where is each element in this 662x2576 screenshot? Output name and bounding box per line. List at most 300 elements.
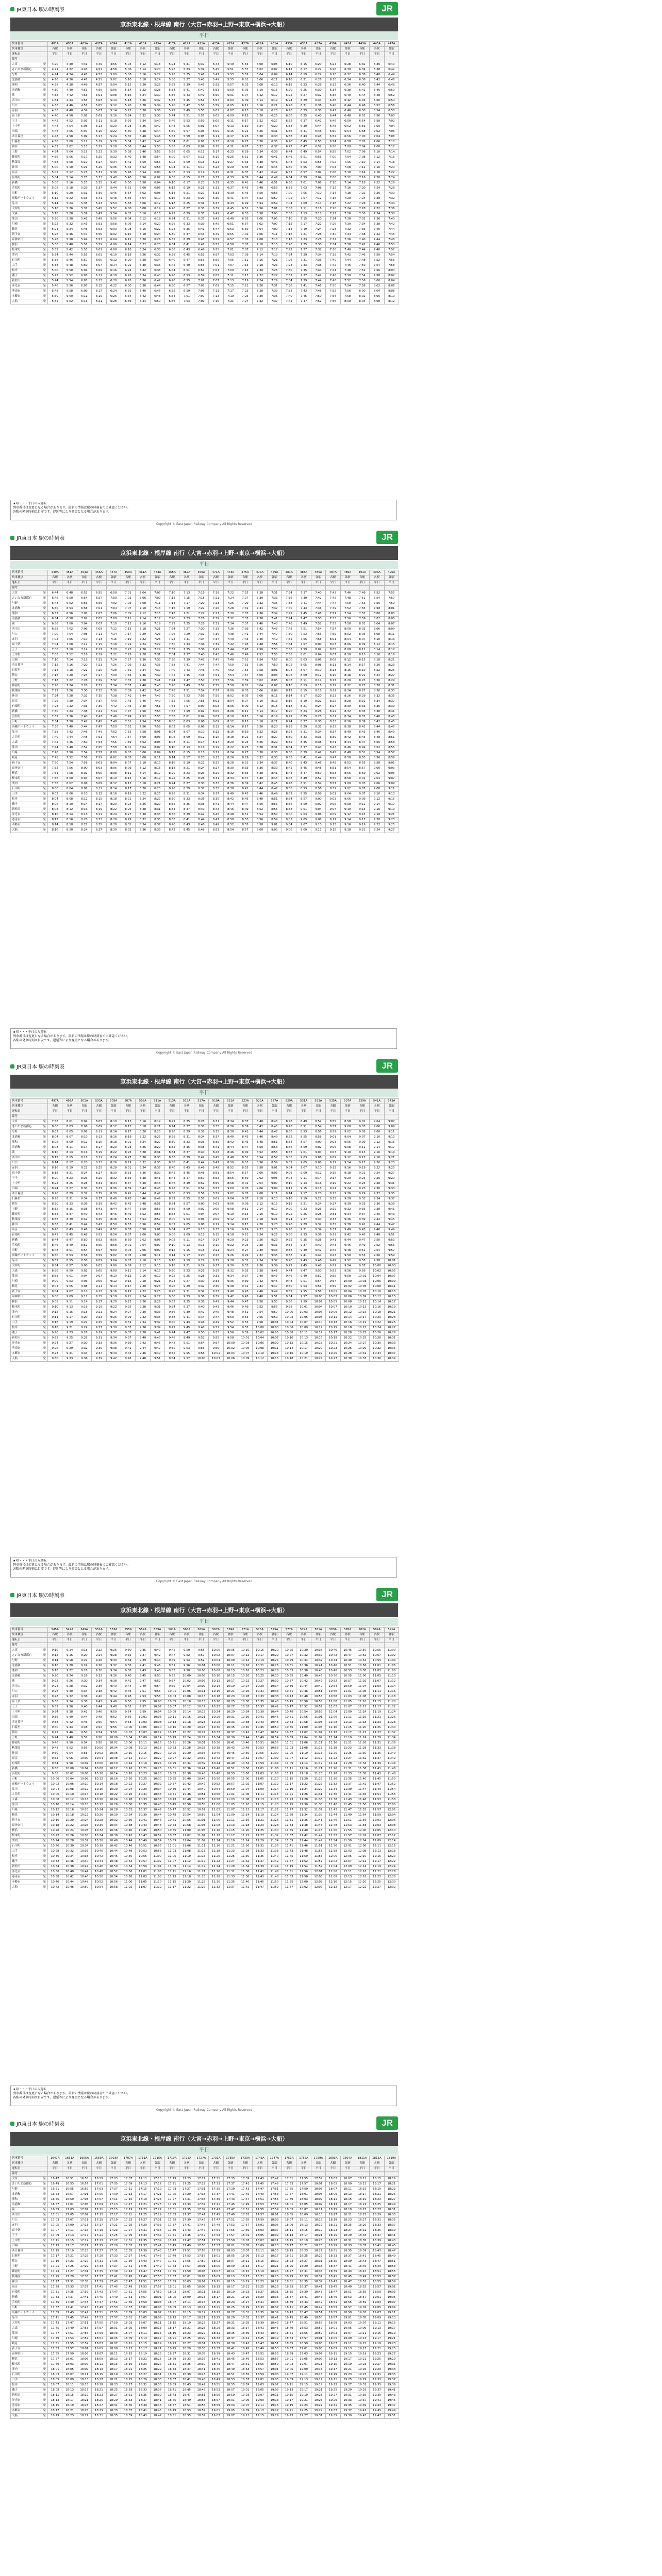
station-name[interactable]: 蕨 — [11, 1150, 41, 1156]
station-name[interactable]: 高輪ゲートウェイ — [11, 1253, 41, 1259]
station-name[interactable]: 蕨 — [11, 93, 41, 98]
time-cell: 6:40 — [355, 83, 369, 88]
train-type: 各駅 — [92, 1633, 106, 1638]
time-cell: 6:10 — [253, 88, 267, 93]
time-cell: 10:49 — [311, 1684, 325, 1689]
station-name[interactable]: 鶯谷 — [11, 1731, 41, 1736]
time-cell: 6:57 — [267, 196, 282, 201]
station-name[interactable]: さいたま新都心 — [11, 1653, 41, 1658]
station-name[interactable]: 上中里 — [11, 124, 41, 129]
time-cell: 7:00 — [311, 165, 325, 171]
station-name[interactable]: 東神奈川 — [11, 238, 41, 243]
time-cell: 6:35 — [223, 181, 238, 186]
station-name[interactable]: 関内 — [11, 782, 41, 787]
station-name[interactable]: 浜松町 — [11, 186, 41, 191]
time-cell: 8:24 — [106, 1156, 121, 1161]
station-name[interactable]: 大宮 — [11, 62, 41, 67]
station-name[interactable]: 大宮 — [11, 1648, 41, 1653]
station-name[interactable]: 赤羽 — [11, 109, 41, 114]
station-name[interactable]: 磯子 — [11, 802, 41, 807]
station-name[interactable]: 王子 — [11, 119, 41, 124]
time-cell: 8:39 — [150, 1171, 164, 1176]
time-cell: 5:52 — [165, 134, 179, 140]
station-name[interactable]: 蒲田 — [11, 1274, 41, 1279]
time-cell: 10:56 — [355, 1664, 369, 1669]
station-name[interactable]: 赤羽 — [11, 1694, 41, 1700]
brand[interactable] — [10, 1591, 64, 1599]
time-cell: 7:05 — [209, 274, 223, 279]
time-cell: 8:29 — [267, 740, 282, 745]
time-cell: 9:04 — [194, 1212, 208, 1217]
station-name[interactable]: 東京 — [11, 699, 41, 704]
time-cell: 9:00 — [311, 797, 325, 802]
time-cell: 5:50 — [62, 268, 77, 274]
station-name[interactable]: 西日暮里 — [11, 134, 41, 140]
time-cell: 7:31 — [267, 591, 282, 596]
station-name[interactable]: 南浦和 — [11, 1674, 41, 1679]
station-name[interactable]: 新杉田 — [11, 1336, 41, 1341]
time-cell: 7:22 — [106, 653, 121, 658]
brand[interactable] — [10, 534, 64, 541]
station-name[interactable]: 石川町 — [11, 787, 41, 792]
station-name[interactable]: 東京 — [11, 1756, 41, 1761]
train-type: 各駅 — [179, 47, 194, 52]
time-cell: 6:33 — [179, 222, 194, 227]
station-name[interactable]: 西川口 — [11, 1156, 41, 1161]
station-name[interactable]: 本郷台 — [11, 823, 41, 828]
station-name[interactable]: 西川口 — [11, 98, 41, 104]
station-name[interactable]: 与野 — [11, 601, 41, 606]
station-name[interactable]: 西川口 — [11, 1684, 41, 1689]
station-name[interactable]: 秋葉原 — [11, 689, 41, 694]
station-name[interactable]: 石川町 — [11, 1315, 41, 1320]
time-cell: 10:08 — [253, 1346, 267, 1351]
time-cell: 8:11 — [209, 725, 223, 730]
station-name[interactable]: 磯子 — [11, 1331, 41, 1336]
time-cell: 8:49 — [92, 1228, 106, 1233]
time-cell: 8:28 — [253, 745, 267, 751]
train-type: 各駅 — [282, 575, 296, 581]
time-cell: 6:43 — [209, 217, 223, 222]
station-name[interactable]: 与野 — [11, 73, 41, 78]
station-name[interactable]: 東十条 — [11, 642, 41, 648]
station-name[interactable]: 大船 — [11, 299, 41, 304]
time-cell: 7:02 — [326, 160, 340, 165]
time-cell: 9:07 — [267, 1181, 282, 1187]
time-cell: 9:10 — [340, 807, 355, 812]
time-cell: 8:20 — [106, 1145, 121, 1150]
time-cell: 5:38 — [150, 114, 164, 119]
station-name[interactable]: 大森 — [11, 740, 41, 745]
brand[interactable] — [10, 5, 64, 13]
station-name[interactable]: 本郷台 — [11, 1351, 41, 1357]
station-name[interactable]: 赤羽 — [11, 637, 41, 642]
time-cell: 6:39 — [267, 150, 282, 155]
time-cell: 7:33 — [121, 673, 135, 679]
station-name[interactable]: 神田 — [11, 694, 41, 699]
remarks-cell — [340, 1114, 355, 1120]
station-name[interactable]: 山手 — [11, 1320, 41, 1326]
station-name[interactable]: 洋光台 — [11, 812, 41, 818]
time-cell: 9:42 — [223, 1295, 238, 1300]
station-name[interactable]: 東京 — [11, 1228, 41, 1233]
time-cell: 11:01 — [370, 1664, 384, 1669]
station-name[interactable]: 御徒町 — [11, 155, 41, 160]
train-type: 各駅 — [121, 575, 135, 581]
station-name[interactable]: 西日暮里 — [11, 1192, 41, 1197]
station-name[interactable]: 大森 — [11, 212, 41, 217]
station-name[interactable]: 田端 — [11, 658, 41, 663]
station-name[interactable]: 高輪ゲートウェイ — [11, 196, 41, 201]
brand[interactable] — [10, 1062, 64, 1070]
station-name[interactable]: 田端 — [11, 129, 41, 134]
station-name[interactable]: 田端 — [11, 1187, 41, 1192]
station-name[interactable]: 横浜 — [11, 771, 41, 776]
station-name[interactable]: 川口 — [11, 632, 41, 637]
station-name[interactable]: 横浜 — [11, 1300, 41, 1305]
time-cell: 8:04 — [355, 299, 369, 304]
time-cell: 6:30 — [136, 263, 150, 268]
station-name[interactable]: 新橋 — [11, 1767, 41, 1772]
station-name[interactable]: 浜松町 — [11, 1772, 41, 1777]
station-name[interactable]: 大井町 — [11, 1264, 41, 1269]
time-cell: 7:54 — [136, 720, 150, 725]
station-name[interactable]: 有楽町 — [11, 1761, 41, 1767]
station-name[interactable]: 上野 — [11, 1207, 41, 1212]
time-cell: 8:38 — [370, 709, 384, 715]
station-name[interactable]: 鶯谷 — [11, 1202, 41, 1207]
time-cell: 7:42 — [223, 642, 238, 648]
station-name[interactable]: 田町 — [11, 720, 41, 725]
time-cell: 9:17 — [179, 1253, 194, 1259]
station-name[interactable]: 与野 — [11, 1130, 41, 1135]
station-name[interactable]: 秋葉原 — [11, 160, 41, 165]
time-cell: 7:11 — [121, 617, 135, 622]
time-cell: 7:03 — [179, 299, 194, 304]
station-name[interactable]: 品川 — [11, 730, 41, 735]
station-name[interactable]: 浦和 — [11, 612, 41, 617]
time-cell: 9:09 — [209, 1217, 223, 1223]
time-cell: 8:47 — [267, 1130, 282, 1135]
station-name[interactable]: 横浜 — [11, 243, 41, 248]
station-name[interactable]: 有楽町 — [11, 176, 41, 181]
time-cell: 5:48 — [121, 176, 135, 181]
station-name[interactable]: さいたま新都心 — [11, 596, 41, 601]
station-name[interactable]: 秋葉原 — [11, 1746, 41, 1751]
station-name[interactable]: 根岸 — [11, 1326, 41, 1331]
station-name[interactable]: 日暮里 — [11, 1197, 41, 1202]
station-name[interactable]: 高輪ゲートウェイ — [11, 725, 41, 730]
station-name[interactable]: 北浦和 — [11, 78, 41, 83]
time-cell: 6:37 — [296, 119, 311, 124]
time-cell: 10:09 — [384, 1279, 399, 1284]
station-name[interactable]: 有楽町 — [11, 704, 41, 709]
station-name[interactable]: 品川 — [11, 1259, 41, 1264]
time-cell: 9:18 — [106, 1295, 121, 1300]
station-name[interactable]: 川口 — [11, 1689, 41, 1694]
station-name[interactable]: さいたま新都心 — [11, 1125, 41, 1130]
time-cell: 8:35 — [267, 756, 282, 761]
operating-day: 平日 — [253, 581, 267, 586]
station-name[interactable]: 根岸 — [11, 797, 41, 802]
station-name[interactable]: 大宮 — [11, 1120, 41, 1125]
time-cell: 9:44 — [121, 1684, 135, 1689]
station-name[interactable]: 根岸 — [11, 268, 41, 274]
time-cell: 6:26 — [326, 67, 340, 73]
station-name[interactable]: 上中里 — [11, 1181, 41, 1187]
station-name[interactable]: 王子 — [11, 1705, 41, 1710]
time-cell: 11:06 — [384, 1664, 399, 1669]
station-name[interactable]: 桜木町 — [11, 776, 41, 782]
arrival-marker: 発 — [41, 642, 48, 648]
station-name[interactable]: 西日暮里 — [11, 1720, 41, 1725]
station-name[interactable]: 石川町 — [11, 258, 41, 263]
station-name[interactable]: 新子安 — [11, 761, 41, 766]
station-name[interactable]: 洋光台 — [11, 1341, 41, 1346]
time-cell: 9:08 — [282, 1176, 296, 1181]
time-cell: 10:50 — [296, 1700, 311, 1705]
time-cell: 10:10 — [370, 1290, 384, 1295]
time-cell: 7:45 — [209, 658, 223, 663]
time-cell: 10:18 — [209, 1694, 223, 1700]
station-name[interactable]: 秋葉原 — [11, 1217, 41, 1223]
station-name[interactable]: 与野 — [11, 1658, 41, 1664]
station-name[interactable]: 北浦和 — [11, 606, 41, 612]
station-name[interactable]: 川崎 — [11, 1279, 41, 1284]
station-name[interactable]: 東十条 — [11, 1171, 41, 1176]
station-name[interactable]: 神田 — [11, 1751, 41, 1756]
station-name[interactable]: 日暮里 — [11, 1725, 41, 1731]
time-cell: 11:25 — [370, 1725, 384, 1731]
station-row — [11, 1310, 399, 1315]
station-name[interactable]: 山手 — [11, 792, 41, 797]
time-cell: 6:11 — [238, 104, 252, 109]
station-name[interactable]: 新杉田 — [11, 807, 41, 812]
time-cell: 7:49 — [238, 653, 252, 658]
station-name[interactable]: 御徒町 — [11, 684, 41, 689]
time-cell: 10:13 — [296, 1336, 311, 1341]
station-name[interactable]: 大井町 — [11, 207, 41, 212]
time-cell: 6:46 — [48, 596, 62, 601]
time-cell: 8:32 — [48, 1207, 62, 1212]
station-name[interactable]: 新子安 — [11, 1290, 41, 1295]
station-name[interactable]: 日暮里 — [11, 668, 41, 673]
station-name[interactable]: 鶯谷 — [11, 145, 41, 150]
station-row — [11, 145, 399, 150]
station-name[interactable]: 上野 — [11, 1736, 41, 1741]
station-name[interactable]: 関内 — [11, 1310, 41, 1315]
station-name[interactable]: 鶴見 — [11, 756, 41, 761]
station-name[interactable]: 川口 — [11, 1161, 41, 1166]
time-cell: 5:53 — [77, 248, 91, 253]
station-row — [11, 751, 399, 756]
station-name[interactable]: 新杉田 — [11, 279, 41, 284]
station-name[interactable]: 鶯谷 — [11, 673, 41, 679]
time-cell: 6:44 — [165, 268, 179, 274]
station-name[interactable]: 浜松町 — [11, 715, 41, 720]
station-name[interactable]: 桜木町 — [11, 1305, 41, 1310]
station-name[interactable]: 田町 — [11, 1248, 41, 1253]
time-cell: 6:41 — [223, 196, 238, 201]
station-name[interactable]: 田端 — [11, 1715, 41, 1720]
time-cell: 9:29 — [179, 1284, 194, 1290]
time-cell: 9:03 — [62, 1279, 77, 1284]
station-name[interactable]: 東十条 — [11, 114, 41, 119]
station-name[interactable]: 川口 — [11, 104, 41, 109]
station-name[interactable]: 鶴見 — [11, 227, 41, 232]
station-name[interactable]: 神田 — [11, 1223, 41, 1228]
station-name[interactable]: 新橋 — [11, 181, 41, 186]
station-name[interactable]: 本郷台 — [11, 294, 41, 299]
time-cell: 8:48 — [253, 797, 267, 802]
remarks-cell — [209, 1114, 223, 1120]
time-cell: 10:31 — [223, 1715, 238, 1720]
station-name[interactable]: 上野 — [11, 679, 41, 684]
time-cell: 8:35 — [150, 818, 164, 823]
time-cell: 5:14 — [62, 176, 77, 181]
station-name[interactable]: 有楽町 — [11, 1233, 41, 1238]
station-name[interactable]: 西日暮里 — [11, 663, 41, 668]
station-name[interactable]: 西川口 — [11, 627, 41, 632]
operating-day: 平日 — [282, 581, 296, 586]
station-name[interactable]: 大船 — [11, 828, 41, 833]
time-cell: 8:10 — [136, 761, 150, 766]
station-name[interactable]: 上野 — [11, 150, 41, 155]
time-cell: 7:26 — [48, 699, 62, 704]
time-cell: 10:16 — [106, 1777, 121, 1782]
station-name[interactable]: 南浦和 — [11, 88, 41, 93]
station-name[interactable]: 上中里 — [11, 1710, 41, 1715]
time-cell: 8:09 — [209, 720, 223, 725]
time-cell: 8:16 — [48, 1166, 62, 1171]
station-name[interactable]: 蕨 — [11, 1679, 41, 1684]
station-name[interactable]: 川崎 — [11, 751, 41, 756]
station-name[interactable]: 蕨 — [11, 622, 41, 627]
station-name[interactable]: 日暮里 — [11, 140, 41, 145]
time-cell: 9:34 — [136, 1320, 150, 1326]
station-name[interactable]: 北浦和 — [11, 1135, 41, 1140]
station-name[interactable]: 北浦和 — [11, 1664, 41, 1669]
station-name[interactable]: 品川 — [11, 201, 41, 207]
station-name[interactable]: 東神奈川 — [11, 766, 41, 771]
time-cell: 9:03 — [296, 1156, 311, 1161]
time-cell: 5:12 — [62, 171, 77, 176]
station-name[interactable]: 大船 — [11, 1357, 41, 1362]
time-cell: 10:23 — [326, 1346, 340, 1351]
station-name[interactable]: 大森 — [11, 1269, 41, 1274]
station-name[interactable]: 港南台 — [11, 818, 41, 823]
arrival-marker: 発 — [41, 134, 48, 140]
time-cell: 6:59 — [223, 243, 238, 248]
time-cell: 6:14 — [150, 207, 164, 212]
station-name[interactable]: 蒲田 — [11, 745, 41, 751]
station-name[interactable]: 浦和 — [11, 83, 41, 88]
time-cell: 6:36 — [282, 129, 296, 134]
station-name[interactable]: 御徒町 — [11, 1212, 41, 1217]
station-name[interactable]: 王子 — [11, 1176, 41, 1181]
time-cell: 6:24 — [106, 289, 121, 294]
station-name[interactable]: 御徒町 — [11, 1741, 41, 1746]
station-name[interactable]: 赤羽 — [11, 1166, 41, 1171]
station-name[interactable]: 川崎 — [11, 222, 41, 227]
time-cell: 6:08 — [136, 207, 150, 212]
time-cell: 11:20 — [296, 1777, 311, 1782]
time-cell: 9:53 — [384, 1238, 399, 1243]
time-cell: 8:02 — [106, 756, 121, 761]
station-name[interactable]: 港南台 — [11, 1346, 41, 1351]
time-cell: 9:38 — [223, 1284, 238, 1290]
station-name[interactable]: 東神奈川 — [11, 1295, 41, 1300]
station-name[interactable]: 桜木町 — [11, 248, 41, 253]
time-cell: 7:40 — [370, 227, 384, 232]
station-name[interactable]: 蒲田 — [11, 217, 41, 222]
time-cell: 10:31 — [165, 1767, 179, 1772]
station-name[interactable]: さいたま新都心 — [11, 67, 41, 73]
time-cell: 6:16 — [121, 248, 135, 253]
station-name[interactable]: 田町 — [11, 191, 41, 196]
station-name[interactable]: 洋光台 — [11, 284, 41, 289]
time-cell: 6:50 — [282, 165, 296, 171]
station-name[interactable]: 大井町 — [11, 735, 41, 740]
time-cell: 5:26 — [62, 207, 77, 212]
time-cell: 8:43 — [209, 807, 223, 812]
station-name[interactable]: 上中里 — [11, 653, 41, 658]
station-name[interactable]: 港南台 — [11, 289, 41, 294]
station-name[interactable]: 磯子 — [11, 274, 41, 279]
station-name[interactable]: 関内 — [11, 253, 41, 258]
station-name[interactable]: 東十条 — [11, 1700, 41, 1705]
station-name[interactable]: 新子安 — [11, 232, 41, 238]
time-cell: 7:51 — [296, 627, 311, 632]
station-name[interactable]: 神田 — [11, 165, 41, 171]
arrival-marker: 発 — [41, 1684, 48, 1689]
station-name[interactable]: 王子 — [11, 648, 41, 653]
station-name[interactable]: 浜松町 — [11, 1243, 41, 1248]
station-name[interactable]: 新橋 — [11, 709, 41, 715]
time-cell: 9:22 — [136, 1290, 150, 1295]
time-cell: 5:07 — [92, 109, 106, 114]
station-name[interactable]: 大宮 — [11, 591, 41, 596]
station-name[interactable]: 田町 — [11, 1777, 41, 1782]
time-cell: 8:46 — [106, 1212, 121, 1217]
station-name[interactable]: 鶴見 — [11, 1284, 41, 1290]
time-cell: 6:01 — [223, 93, 238, 98]
time-cell: 10:41 — [223, 1741, 238, 1746]
station-name[interactable]: 浦和 — [11, 1140, 41, 1145]
station-name[interactable]: 東京 — [11, 171, 41, 176]
time-cell: 6:48 — [165, 279, 179, 284]
station-name[interactable]: 高輪ゲートウェイ — [11, 1782, 41, 1787]
station-row — [11, 284, 399, 289]
time-cell: 8:14 — [77, 1145, 91, 1150]
time-cell: 5:50 — [48, 294, 62, 299]
time-cell: 10:54 — [355, 1658, 369, 1664]
time-cell: 9:18 — [340, 1171, 355, 1176]
time-cell: 9:28 — [165, 1290, 179, 1295]
station-name[interactable]: 南浦和 — [11, 1145, 41, 1150]
time-cell: 5:49 — [179, 109, 194, 114]
train-number: 567A — [209, 1628, 223, 1633]
time-cell: 6:12 — [136, 217, 150, 222]
time-cell: 6:17 — [194, 165, 208, 171]
operating-day: 平日 — [106, 1638, 121, 1643]
station-name[interactable]: 南浦和 — [11, 617, 41, 622]
time-cell: 4:45 — [77, 73, 91, 78]
station-name[interactable]: 山手 — [11, 263, 41, 268]
station-name[interactable]: 浦和 — [11, 1669, 41, 1674]
time-cell: 9:16 — [311, 1181, 325, 1187]
station-name[interactable]: 新橋 — [11, 1238, 41, 1243]
